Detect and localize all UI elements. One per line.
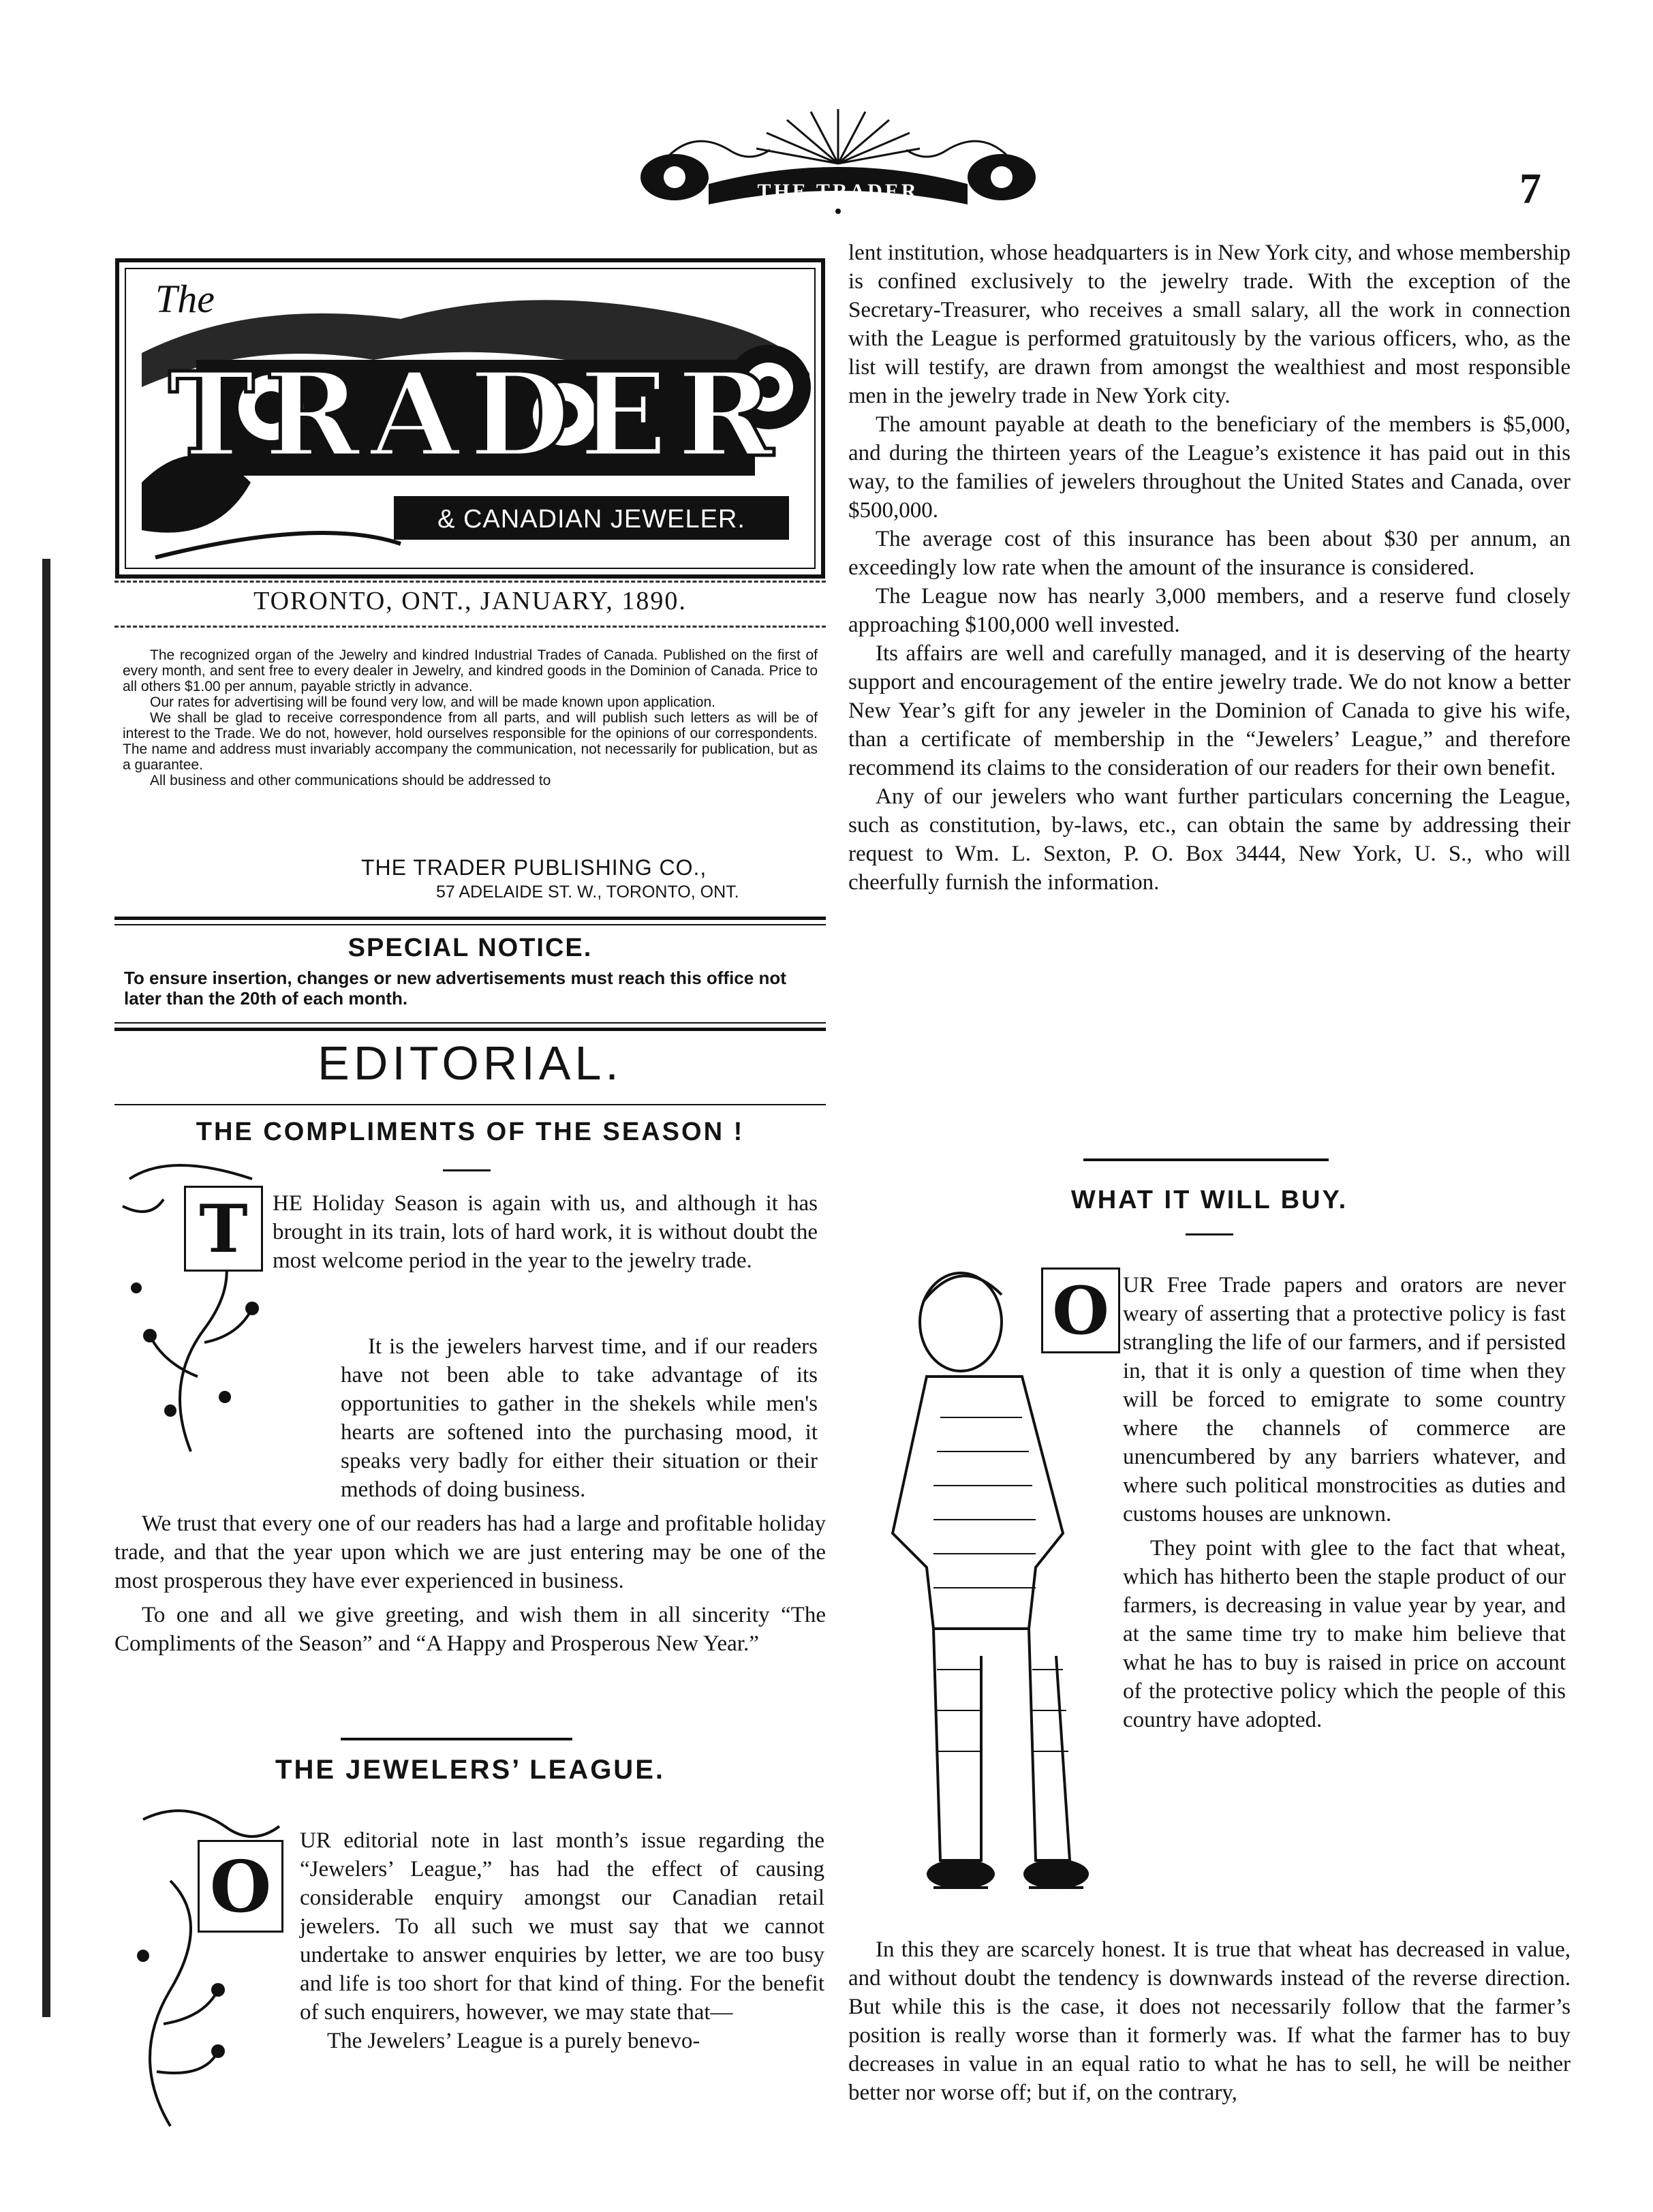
article-paragraph: We trust that every one of our readers has had a large and profitable holiday trade, and that the year upon which we are just entering may be one of the most prosperous they have ever experienced in business. [114,1511,826,1593]
lead-word: UR [300,1828,331,1853]
pubinfo-p2: Our rates for advertising will be found very low, and will be made known upon application. [150,694,715,710]
drop-cap: O [198,1840,283,1933]
article-paragraph: The League now has nearly 3,000 members, and a reserve fund closely approaching $100,000 well invested. [848,584,1571,637]
article-title: WHAT IT WILL BUY. [1070,1186,1348,1214]
header-ornament [627,102,1049,218]
ornament-text: THE TRADER [757,180,919,202]
drop-cap: T [184,1186,263,1272]
publisher-address: 57 ADELAIDE ST. W., TORONTO, ONT. [436,882,739,902]
publisher-name: THE TRADER PUBLISHING CO., [361,855,707,880]
masthead-the: The [155,277,215,321]
article-title: THE COMPLIMENTS OF THE SEASON ! [196,1118,745,1146]
article-body [848,1935,1571,2107]
article-paragraph: Free Trade papers and orators are never weary of asserting that a protective policy is fast strangling the life of our farmers, and if persisted in, that it is only a question of time when they will be forced to emigrate to some country where the channels of commerce are unencumbered by any barriers whatever, and where such political monstrocities as duties and customs houses are unknown. [1123,1273,1566,1526]
article-paragraph: Holiday Season is again with us, and although it has brought in its train, lots of hard work, it is without doubt the most welcome period in the year to the jewelry trade. [273,1191,818,1273]
article-paragraph: editorial note in last month’s issue regarding the “Jewelers’ League,” has had the effect of causing considerable enquiry amongst our Canadian retail jewelers. To all such we must say that we cannot undertake to answer enquiries by letter, we are too busy and life is too short for that kind of thing. For the benefit of such enquirers, however, we may state that— [300,1828,825,2025]
article-paragraph: The Jewelers’ League is a purely benevo- [327,2029,700,2053]
dateline: TORONTO, ONT., JANUARY, 1890. [253,587,687,615]
rule [114,581,826,583]
lead-word: UR [1123,1273,1154,1297]
article-paragraph: The amount payable at death to the beneficiary of the members is $5,000, and during the thirteen years of the League’s existence it has paid out in this way, to the families of jewelers throughout the United States and Canada, over $500,000. [848,412,1571,523]
article-body [341,1332,818,1504]
editorial-heading: EDITORIAL. [318,1036,623,1090]
pubinfo-p3: We shall be glad to receive correspondence from all parts, and will publish such letters as will be of interest to the Trade. We do not, however, hold ourselves responsible for the opinions of our correspondents. The name and address must invariably accompany the communication, not necessarily for publication, but as a guarantee. [123,710,818,773]
rule [114,1022,826,1024]
drop-cap: O [1041,1268,1120,1353]
divider [1186,1233,1233,1235]
rule [114,1028,826,1031]
rule [114,917,826,920]
divider [341,1738,572,1740]
rule [114,626,826,628]
article-body [300,1826,824,2055]
article-paragraph: In this they are scarcely honest. It is true that wheat has decreased in value, and without doubt the tendency is downwards instead of the reverse direction. But while this is the case, it does not necessarily follow that the farmer’s position is really worse than it formerly was. If what the farmer has to buy decreases in value in an equal ratio to what he has to sell, he will be neither better nor worse off; but if, on the contrary, [848,1937,1571,2105]
masthead-subtitle: & CANADIAN JEWELER. [437,505,745,534]
article-paragraph: It is the jewelers harvest time, and if our readers have not been able to take advantage of its opportunities to gather in the shekels while men's hearts are softened into the purchasing mood, it speaks very badly for either their situation or their methods of doing business. [341,1334,818,1502]
article-body [1123,1271,1566,1734]
masthead-title: TRADER [168,347,783,483]
article-body [848,239,1571,897]
article-paragraph: Any of our jewelers who want further particulars concerning the League, such as constitution, by-laws, etc., can obtain the same by addressing their request to Wm. L. Sexton, P. O. Box 3444, New York, U. S., who will cheerfully furnish the information. [848,784,1571,895]
divider [443,1169,491,1171]
article-body [114,1509,826,1658]
page-number: 7 [1519,164,1541,213]
divider [1083,1158,1329,1161]
pubinfo-p1: The recognized organ of the Jewelry and kindred Industrial Trades of Canada. Published on the first of every month, and sent free to every dealer in Jewelry, and kindred goods in the Dominion of Canada. Price to all others $1.00 per annum, payable strictly in advance. [123,647,818,694]
article-paragraph: lent institution, whose headquarters is in New York city, and whose membership is confined exclusively to the jewelry trade. With the exception of the Secretary-Treasurer, who receives a small salary, all the work in connection with the League is performed gratuitously by the various officers, who, as the list will testify, are drawn from amongst the wealthiest and most responsible men in the jewelry trade in New York city. [848,241,1571,408]
article-body [273,1189,818,1275]
masthead-logo [114,258,826,579]
special-notice-text: To ensure insertion, changes or new advertisements must reach this office not later than the 20th of each month. [124,968,786,1009]
article-paragraph: Its affairs are well and carefully managed, and it is deserving of the hearty support and encouragement of the entire jewelry trade. We do not know a better New Year’s gift for any jeweler in the Dominion of Canada to give his wife, than a certificate of membership in the “Jewelers’ League,” and therefore recommend its claims to the consideration of our readers for their own benefit. [848,641,1571,780]
article-paragraph: They point with glee to the fact that wheat, which has hitherto been the staple product of our farmers, is decreasing in value year by year, and at the same time try to make him believe that what he has to buy is raised in price on account of the protective policy which the people of this country have adopted. [1123,1536,1566,1732]
special-notice-heading: SPECIAL NOTICE. [347,934,593,962]
article-paragraph: To one and all we give greeting, and wish them in all sincerity “The Compliments of the Season” and “A Happy and Prosperous New Year.” [114,1603,826,1656]
rule [114,1104,826,1105]
rule [114,924,826,925]
publication-info [123,647,818,788]
lead-word: HE [273,1191,303,1216]
article-title: THE JEWELERS’ LEAGUE. [275,1755,665,1785]
pubinfo-p4: All business and other communications should be addressed to [150,773,551,788]
margin-rule [42,559,50,2017]
article-paragraph: The average cost of this insurance has been about $30 per annum, an exceedingly low rate when the amount of the insurance is considered. [848,527,1571,580]
